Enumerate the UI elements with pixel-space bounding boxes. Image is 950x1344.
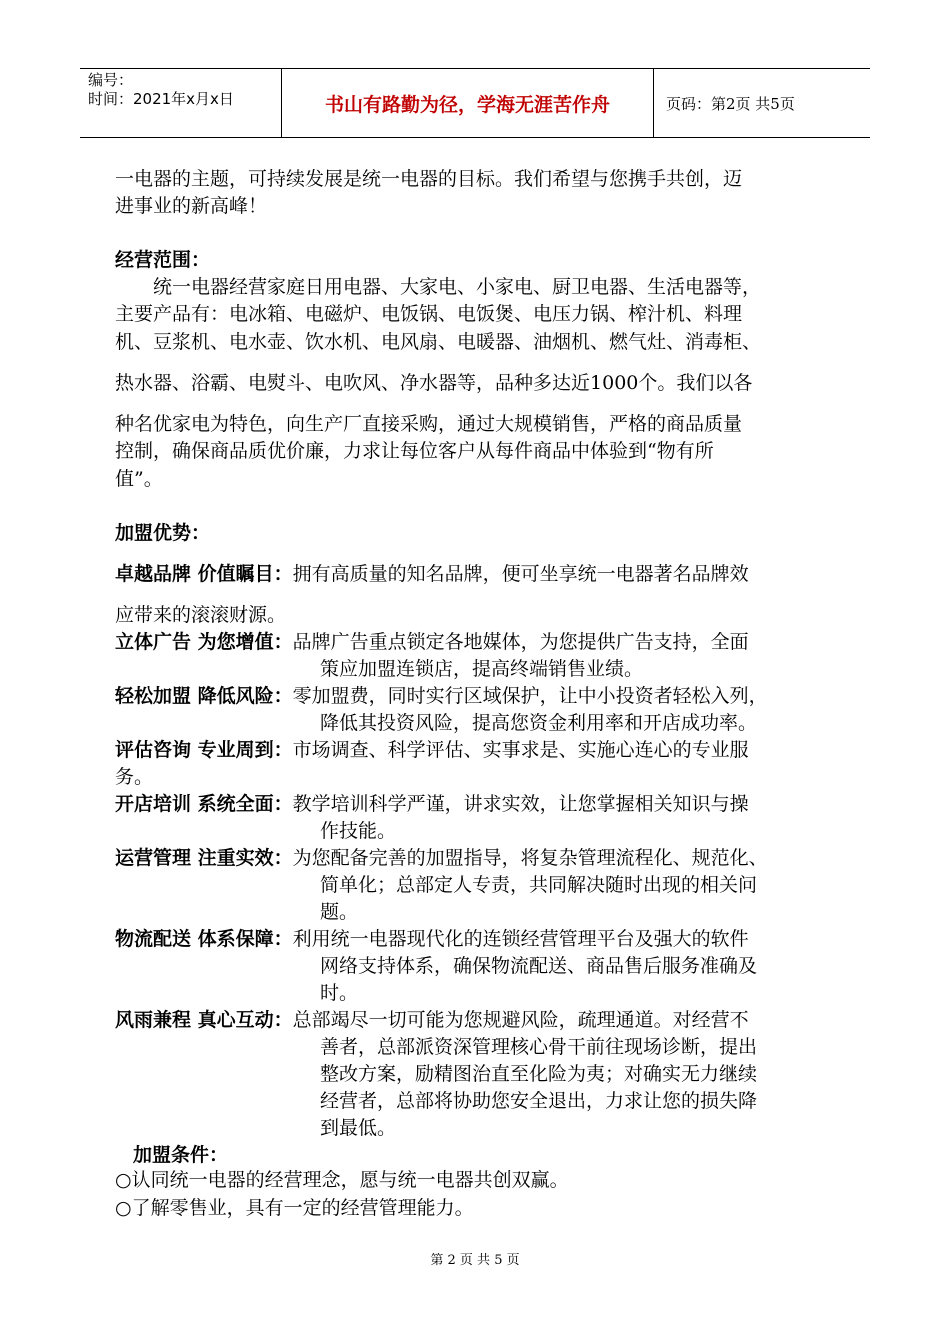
advantage-item xyxy=(115,684,768,708)
header-page-number: 页码：第2页 共5页 xyxy=(666,94,795,113)
advantage-title: 风雨兼程 真心互动： xyxy=(115,1009,293,1031)
advantage-title: 运营管理 注重实效： xyxy=(115,847,293,869)
serial-label: 编号： xyxy=(88,71,134,89)
advantage-text: 拥有高质量的知名品牌，便可坐享统一电器著名品牌效 xyxy=(292,563,749,585)
advantage-text: 品牌广告重点锁定各地媒体，为您提供广告支持，全面 xyxy=(292,631,749,653)
advantages-heading: 加盟优势： xyxy=(115,522,211,544)
scope-line: 种名优家电为特色，向生产厂直接采购，通过大规模销售，严格的商品质量 xyxy=(115,413,743,435)
scope-text: 浴霸、电熨斗、电吹风、净水器等 xyxy=(191,372,477,394)
advantage-line: 整改方案，励精图治直至化险为夷；对确实无力继续 xyxy=(320,1063,758,1085)
header-motto: 书山有路勤为径，学海无涯苦作舟 xyxy=(282,69,654,137)
advantage-text: 零加盟费，同时实行区域保护，让中小投资者轻松入列， xyxy=(292,685,768,707)
header-meta xyxy=(80,69,282,137)
advantage-line: 降低其投资风险，提高您资金利用率和开店成功率。 xyxy=(320,712,758,734)
advantage-line: 简单化；总部定人专责，共同解决随时出现的相关问 xyxy=(320,874,758,896)
advantage-title: 轻松加盟 降低风险： xyxy=(115,685,293,707)
scope-heading: 经营范围： xyxy=(115,249,211,271)
scope-line: 统一电器经营家庭日用电器、大家电、小家电、厨卫电器、生活电器等， xyxy=(153,276,762,298)
advantage-line: 务。 xyxy=(115,766,154,788)
advantage-title: 开店培训 系统全面： xyxy=(115,793,293,815)
scope-text: ，品种多达近1000个。我们以各 xyxy=(476,372,753,394)
scope-line: 主要产品有：电冰箱、电磁炉、电饭锅、电饭煲、电压力锅、榨汁机、料理 xyxy=(115,303,743,325)
advantage-text: 为您配备完善的加盟指导，将复杂管理流程化、规范化、 xyxy=(292,847,768,869)
advantage-line: 经营者，总部将协助您安全退出，力求让您的损失降 xyxy=(320,1090,758,1112)
advantage-line: 作技能。 xyxy=(320,820,397,842)
advantage-item xyxy=(115,792,749,816)
condition-item: ○了解零售业，具有一定的经营管理能力。 xyxy=(115,1197,474,1219)
advantage-text: 利用统一电器现代化的连锁经营管理平台及强大的软件 xyxy=(292,928,749,950)
intro-line: 进事业的新高峰！ xyxy=(115,195,268,217)
date-label: 时间：2021年x月x日 xyxy=(88,90,234,108)
advantage-item xyxy=(115,738,749,762)
advantage-line: 策应加盟连锁店，提高终端销售业绩。 xyxy=(320,658,644,680)
page-header xyxy=(80,68,870,138)
advantage-text: 教学培训科学严谨，讲求实效，让您掌握相关知识与操 xyxy=(292,793,749,815)
intro-line: 一电器的主题，可持续发展是统一电器的目标。我们希望与您携手共创，迈 xyxy=(115,168,743,190)
advantage-title: 卓越品牌 价值瞩目： xyxy=(115,563,293,585)
conditions-heading: 加盟条件： xyxy=(133,1144,229,1166)
advantage-line: 网络支持体系，确保物流配送、商品售后服务准确及 xyxy=(320,955,758,977)
advantage-title: 立体广告 为您增值： xyxy=(115,631,293,653)
advantage-line: 到最低。 xyxy=(320,1117,397,1139)
advantage-item xyxy=(115,1008,749,1032)
advantage-item xyxy=(115,562,749,586)
advantage-line: 应带来的滚滚财源。 xyxy=(115,604,287,626)
advantage-item xyxy=(115,630,749,654)
advantage-item xyxy=(115,846,768,870)
advantage-text: 总部竭尽一切可能为您规避风险，疏理通道。对经营不 xyxy=(292,1009,749,1031)
advantage-text: 市场调查、科学评估、实事求是、实施心连心的专业服 xyxy=(292,739,749,761)
scope-line: 控制，确保商品质优价廉，力求让每位客户从每件商品中体验到“物有所 xyxy=(115,440,714,462)
scope-text: 热水器、 xyxy=(115,372,192,394)
page-footer: 第 2 页 共 5 页 xyxy=(430,1253,520,1268)
scope-line xyxy=(115,371,752,395)
advantage-line: 题。 xyxy=(320,901,359,923)
scope-line: 值”。 xyxy=(115,468,163,490)
advantage-line: 时。 xyxy=(320,982,359,1004)
advantage-line: 善者，总部派资深管理核心骨干前往现场诊断，提出 xyxy=(320,1036,758,1058)
condition-item: ○认同统一电器的经营理念，愿与统一电器共创双赢。 xyxy=(115,1169,569,1191)
advantage-title: 评估咨询 专业周到： xyxy=(115,739,293,761)
advantage-title: 物流配送 体系保障： xyxy=(115,928,293,950)
advantage-item xyxy=(115,927,749,951)
scope-line: 机、豆浆机、电水壶、饮水机、电风扇、电暖器、油烟机、燃气灶、消毒柜、 xyxy=(115,331,762,353)
